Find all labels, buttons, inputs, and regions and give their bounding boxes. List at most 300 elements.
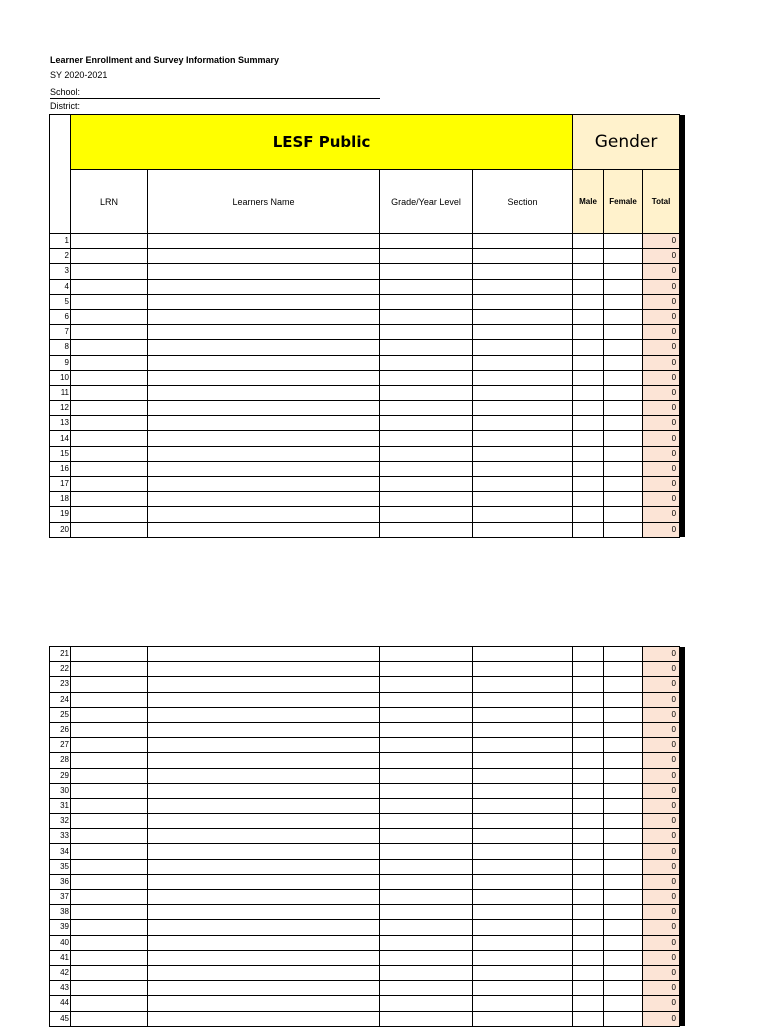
female-cell[interactable] <box>604 950 643 965</box>
name-cell[interactable] <box>148 920 380 935</box>
section-cell[interactable] <box>473 401 573 416</box>
name-cell[interactable] <box>148 647 380 662</box>
grade-cell[interactable] <box>380 249 473 264</box>
male-cell[interactable] <box>573 950 604 965</box>
row-number: 39 <box>50 920 71 935</box>
grade-cell[interactable] <box>380 264 473 279</box>
male-cell[interactable] <box>573 662 604 677</box>
lrn-cell[interactable] <box>71 492 148 507</box>
name-cell[interactable] <box>148 264 380 279</box>
female-cell[interactable] <box>604 477 643 492</box>
lrn-cell[interactable] <box>71 707 148 722</box>
grade-cell[interactable] <box>380 416 473 431</box>
name-cell[interactable] <box>148 677 380 692</box>
section-cell[interactable] <box>473 768 573 783</box>
female-cell[interactable] <box>604 738 643 753</box>
female-cell[interactable] <box>604 768 643 783</box>
female-cell[interactable] <box>604 662 643 677</box>
female-cell[interactable] <box>604 844 643 859</box>
female-cell[interactable] <box>604 264 643 279</box>
grade-cell[interactable] <box>380 859 473 874</box>
section-cell[interactable] <box>473 935 573 950</box>
name-cell[interactable] <box>148 783 380 798</box>
name-cell[interactable] <box>148 431 380 446</box>
female-cell[interactable] <box>604 370 643 385</box>
total-cell: 0 <box>643 234 680 249</box>
section-cell[interactable] <box>473 707 573 722</box>
total-cell: 0 <box>643 965 680 980</box>
name-cell[interactable] <box>148 385 380 400</box>
lrn-cell[interactable] <box>71 477 148 492</box>
section-cell[interactable] <box>473 340 573 355</box>
grade-cell[interactable] <box>380 768 473 783</box>
male-cell[interactable] <box>573 507 604 522</box>
name-cell[interactable] <box>148 401 380 416</box>
lrn-cell[interactable] <box>71 738 148 753</box>
grade-cell[interactable] <box>380 874 473 889</box>
name-cell[interactable] <box>148 753 380 768</box>
female-cell[interactable] <box>604 981 643 996</box>
district-label: District: <box>50 101 80 111</box>
section-cell[interactable] <box>473 905 573 920</box>
table-row <box>50 477 685 492</box>
female-cell[interactable] <box>604 461 643 476</box>
male-cell[interactable] <box>573 935 604 950</box>
lrn-cell[interactable] <box>71 905 148 920</box>
lrn-cell[interactable] <box>71 355 148 370</box>
male-cell[interactable] <box>573 783 604 798</box>
grade-cell[interactable] <box>380 965 473 980</box>
name-cell[interactable] <box>148 507 380 522</box>
female-cell[interactable] <box>604 507 643 522</box>
grade-cell[interactable] <box>380 340 473 355</box>
male-cell[interactable] <box>573 461 604 476</box>
section-cell[interactable] <box>473 264 573 279</box>
grade-cell[interactable] <box>380 707 473 722</box>
male-cell[interactable] <box>573 249 604 264</box>
table-row <box>50 798 685 813</box>
name-cell[interactable] <box>148 996 380 1011</box>
table-row <box>50 707 685 722</box>
male-cell[interactable] <box>573 492 604 507</box>
grade-cell[interactable] <box>380 981 473 996</box>
grade-cell[interactable] <box>380 722 473 737</box>
row-number: 32 <box>50 814 71 829</box>
male-cell[interactable] <box>573 996 604 1011</box>
section-cell[interactable] <box>473 844 573 859</box>
lrn-cell[interactable] <box>71 722 148 737</box>
lrn-cell[interactable] <box>71 950 148 965</box>
name-cell[interactable] <box>148 279 380 294</box>
female-cell[interactable] <box>604 905 643 920</box>
female-cell[interactable] <box>604 753 643 768</box>
lrn-cell[interactable] <box>71 890 148 905</box>
grade-cell[interactable] <box>380 738 473 753</box>
grade-cell[interactable] <box>380 662 473 677</box>
section-cell[interactable] <box>473 477 573 492</box>
name-cell[interactable] <box>148 798 380 813</box>
name-cell[interactable] <box>148 340 380 355</box>
name-cell[interactable] <box>148 309 380 324</box>
male-cell[interactable] <box>573 874 604 889</box>
grade-cell[interactable] <box>380 692 473 707</box>
name-cell[interactable] <box>148 662 380 677</box>
name-cell[interactable] <box>148 829 380 844</box>
male-cell[interactable] <box>573 707 604 722</box>
lrn-cell[interactable] <box>71 416 148 431</box>
male-cell[interactable] <box>573 340 604 355</box>
school-label: School: <box>50 87 81 97</box>
section-cell[interactable] <box>473 309 573 324</box>
male-cell[interactable] <box>573 370 604 385</box>
total-cell: 0 <box>643 981 680 996</box>
male-cell[interactable] <box>573 768 604 783</box>
name-cell[interactable] <box>148 722 380 737</box>
section-cell[interactable] <box>473 890 573 905</box>
female-cell[interactable] <box>604 965 643 980</box>
right-edge <box>680 294 685 309</box>
section-cell[interactable] <box>473 753 573 768</box>
section-cell[interactable] <box>473 355 573 370</box>
name-cell[interactable] <box>148 981 380 996</box>
row-number: 36 <box>50 874 71 889</box>
total-cell: 0 <box>643 920 680 935</box>
female-cell[interactable] <box>604 446 643 461</box>
male-cell[interactable] <box>573 814 604 829</box>
name-cell[interactable] <box>148 859 380 874</box>
male-cell[interactable] <box>573 798 604 813</box>
lrn-cell[interactable] <box>71 996 148 1011</box>
female-cell[interactable] <box>604 492 643 507</box>
male-cell[interactable] <box>573 829 604 844</box>
lrn-cell[interactable] <box>71 874 148 889</box>
name-cell[interactable] <box>148 461 380 476</box>
male-cell[interactable] <box>573 234 604 249</box>
male-cell[interactable] <box>573 325 604 340</box>
section-cell[interactable] <box>473 662 573 677</box>
female-cell[interactable] <box>604 920 643 935</box>
grade-cell[interactable] <box>380 294 473 309</box>
grade-cell[interactable] <box>380 996 473 1011</box>
right-edge <box>680 340 685 355</box>
grade-cell[interactable] <box>380 905 473 920</box>
male-cell[interactable] <box>573 294 604 309</box>
grade-cell[interactable] <box>380 890 473 905</box>
name-cell[interactable] <box>148 234 380 249</box>
lrn-cell[interactable] <box>71 692 148 707</box>
section-cell[interactable] <box>473 996 573 1011</box>
male-cell[interactable] <box>573 279 604 294</box>
female-cell[interactable] <box>604 309 643 324</box>
table-row <box>50 783 685 798</box>
total-cell: 0 <box>643 340 680 355</box>
right-edge <box>680 677 685 692</box>
lrn-cell[interactable] <box>71 249 148 264</box>
lrn-cell[interactable] <box>71 370 148 385</box>
female-cell[interactable] <box>604 325 643 340</box>
female-cell[interactable] <box>604 431 643 446</box>
female-cell[interactable] <box>604 798 643 813</box>
grade-cell[interactable] <box>380 844 473 859</box>
grade-cell[interactable] <box>380 507 473 522</box>
total-cell: 0 <box>643 507 680 522</box>
grade-cell[interactable] <box>380 461 473 476</box>
lrn-cell[interactable] <box>71 753 148 768</box>
total-cell: 0 <box>643 753 680 768</box>
lrn-cell[interactable] <box>71 385 148 400</box>
grade-cell[interactable] <box>380 677 473 692</box>
female-cell[interactable] <box>604 692 643 707</box>
male-cell[interactable] <box>573 309 604 324</box>
name-cell[interactable] <box>148 249 380 264</box>
name-cell[interactable] <box>148 692 380 707</box>
grade-cell[interactable] <box>380 355 473 370</box>
section-cell[interactable] <box>473 522 573 537</box>
col-female: Female <box>604 170 643 234</box>
row-number: 27 <box>50 738 71 753</box>
lrn-cell[interactable] <box>71 325 148 340</box>
section-cell[interactable] <box>473 783 573 798</box>
grade-cell[interactable] <box>380 920 473 935</box>
section-cell[interactable] <box>473 920 573 935</box>
section-cell[interactable] <box>473 249 573 264</box>
table-row <box>50 722 685 737</box>
male-cell[interactable] <box>573 965 604 980</box>
lrn-cell[interactable] <box>71 783 148 798</box>
table-row <box>50 859 685 874</box>
row-number: 44 <box>50 996 71 1011</box>
male-cell[interactable] <box>573 431 604 446</box>
name-cell[interactable] <box>148 294 380 309</box>
lrn-cell[interactable] <box>71 768 148 783</box>
section-cell[interactable] <box>473 325 573 340</box>
lrn-cell[interactable] <box>71 647 148 662</box>
male-cell[interactable] <box>573 844 604 859</box>
male-cell[interactable] <box>573 416 604 431</box>
male-cell[interactable] <box>573 920 604 935</box>
grade-cell[interactable] <box>380 950 473 965</box>
section-cell[interactable] <box>473 677 573 692</box>
grade-cell[interactable] <box>380 814 473 829</box>
section-cell[interactable] <box>473 279 573 294</box>
female-cell[interactable] <box>604 279 643 294</box>
row-number: 34 <box>50 844 71 859</box>
lrn-cell[interactable] <box>71 340 148 355</box>
name-cell[interactable] <box>148 738 380 753</box>
section-cell[interactable] <box>473 370 573 385</box>
lrn-cell[interactable] <box>71 279 148 294</box>
male-cell[interactable] <box>573 522 604 537</box>
female-cell[interactable] <box>604 722 643 737</box>
female-cell[interactable] <box>604 935 643 950</box>
section-cell[interactable] <box>473 965 573 980</box>
table-row <box>50 753 685 768</box>
male-cell[interactable] <box>573 647 604 662</box>
name-cell[interactable] <box>148 370 380 385</box>
right-edge <box>680 890 685 905</box>
grade-cell[interactable] <box>380 492 473 507</box>
grade-cell[interactable] <box>380 935 473 950</box>
name-cell[interactable] <box>148 905 380 920</box>
male-cell[interactable] <box>573 692 604 707</box>
female-cell[interactable] <box>604 647 643 662</box>
female-cell[interactable] <box>604 294 643 309</box>
lrn-cell[interactable] <box>71 446 148 461</box>
female-cell[interactable] <box>604 783 643 798</box>
section-cell[interactable] <box>473 829 573 844</box>
section-cell[interactable] <box>473 692 573 707</box>
grade-cell[interactable] <box>380 477 473 492</box>
section-cell[interactable] <box>473 722 573 737</box>
section-cell[interactable] <box>473 647 573 662</box>
grade-cell[interactable] <box>380 431 473 446</box>
right-edge <box>680 401 685 416</box>
name-cell[interactable] <box>148 707 380 722</box>
female-cell[interactable] <box>604 249 643 264</box>
section-cell[interactable] <box>473 431 573 446</box>
row-number: 37 <box>50 890 71 905</box>
name-cell[interactable] <box>148 325 380 340</box>
lrn-cell[interactable] <box>71 920 148 935</box>
section-cell[interactable] <box>473 446 573 461</box>
lrn-cell[interactable] <box>71 461 148 476</box>
total-cell: 0 <box>643 798 680 813</box>
female-cell[interactable] <box>604 996 643 1011</box>
female-cell[interactable] <box>604 355 643 370</box>
section-cell[interactable] <box>473 798 573 813</box>
lrn-cell[interactable] <box>71 401 148 416</box>
grade-cell[interactable] <box>380 522 473 537</box>
grade-cell[interactable] <box>380 385 473 400</box>
male-cell[interactable] <box>573 753 604 768</box>
male-cell[interactable] <box>573 355 604 370</box>
section-cell[interactable] <box>473 416 573 431</box>
grade-cell[interactable] <box>380 279 473 294</box>
grade-cell[interactable] <box>380 234 473 249</box>
female-cell[interactable] <box>604 829 643 844</box>
grade-cell[interactable] <box>380 753 473 768</box>
section-cell[interactable] <box>473 738 573 753</box>
name-cell[interactable] <box>148 890 380 905</box>
female-cell[interactable] <box>604 707 643 722</box>
lrn-cell[interactable] <box>71 234 148 249</box>
lrn-cell[interactable] <box>71 965 148 980</box>
section-cell[interactable] <box>473 385 573 400</box>
name-cell[interactable] <box>148 477 380 492</box>
row-number: 29 <box>50 768 71 783</box>
male-cell[interactable] <box>573 401 604 416</box>
lrn-cell[interactable] <box>71 859 148 874</box>
female-cell[interactable] <box>604 859 643 874</box>
grade-cell[interactable] <box>380 798 473 813</box>
section-cell[interactable] <box>473 814 573 829</box>
lrn-cell[interactable] <box>71 522 148 537</box>
name-cell[interactable] <box>148 416 380 431</box>
name-cell[interactable] <box>148 446 380 461</box>
male-cell[interactable] <box>573 981 604 996</box>
section-cell[interactable] <box>473 294 573 309</box>
female-cell[interactable] <box>604 677 643 692</box>
section-cell[interactable] <box>473 950 573 965</box>
grade-cell[interactable] <box>380 370 473 385</box>
female-cell[interactable] <box>604 522 643 537</box>
lrn-cell[interactable] <box>71 844 148 859</box>
female-cell[interactable] <box>604 385 643 400</box>
lrn-cell[interactable] <box>71 677 148 692</box>
lrn-cell[interactable] <box>71 935 148 950</box>
lrn-cell[interactable] <box>71 814 148 829</box>
male-cell[interactable] <box>573 859 604 874</box>
name-cell[interactable] <box>148 492 380 507</box>
name-cell[interactable] <box>148 965 380 980</box>
lrn-cell[interactable] <box>71 981 148 996</box>
female-cell[interactable] <box>604 401 643 416</box>
row-number: 18 <box>50 492 71 507</box>
section-cell[interactable] <box>473 234 573 249</box>
female-cell[interactable] <box>604 416 643 431</box>
total-cell: 0 <box>643 783 680 798</box>
male-cell[interactable] <box>573 890 604 905</box>
section-cell[interactable] <box>473 461 573 476</box>
enrollment-table-top <box>49 114 685 538</box>
grade-cell[interactable] <box>380 647 473 662</box>
lrn-cell[interactable] <box>71 829 148 844</box>
male-cell[interactable] <box>573 905 604 920</box>
lrn-cell[interactable] <box>71 798 148 813</box>
grade-cell[interactable] <box>380 829 473 844</box>
grade-cell[interactable] <box>380 783 473 798</box>
male-cell[interactable] <box>573 677 604 692</box>
name-cell[interactable] <box>148 844 380 859</box>
section-cell[interactable] <box>473 981 573 996</box>
name-cell[interactable] <box>148 950 380 965</box>
female-cell[interactable] <box>604 874 643 889</box>
male-cell[interactable] <box>573 264 604 279</box>
lrn-cell[interactable] <box>71 294 148 309</box>
lrn-cell[interactable] <box>71 309 148 324</box>
name-cell[interactable] <box>148 874 380 889</box>
lrn-cell[interactable] <box>71 662 148 677</box>
name-cell[interactable] <box>148 522 380 537</box>
name-cell[interactable] <box>148 768 380 783</box>
name-cell[interactable] <box>148 355 380 370</box>
male-cell[interactable] <box>573 385 604 400</box>
grade-cell[interactable] <box>380 446 473 461</box>
female-cell[interactable] <box>604 814 643 829</box>
section-cell[interactable] <box>473 507 573 522</box>
female-cell[interactable] <box>604 340 643 355</box>
male-cell[interactable] <box>573 738 604 753</box>
grade-cell[interactable] <box>380 325 473 340</box>
female-cell[interactable] <box>604 890 643 905</box>
male-cell[interactable] <box>573 477 604 492</box>
lrn-cell[interactable] <box>71 264 148 279</box>
male-cell[interactable] <box>573 722 604 737</box>
section-cell[interactable] <box>473 874 573 889</box>
row-number: 17 <box>50 477 71 492</box>
name-cell[interactable] <box>148 814 380 829</box>
lrn-cell[interactable] <box>71 507 148 522</box>
male-cell[interactable] <box>573 446 604 461</box>
section-cell[interactable] <box>473 492 573 507</box>
lrn-cell[interactable] <box>71 431 148 446</box>
grade-cell[interactable] <box>380 309 473 324</box>
female-cell[interactable] <box>604 234 643 249</box>
total-cell: 0 <box>643 890 680 905</box>
name-cell[interactable] <box>148 935 380 950</box>
grade-cell[interactable] <box>380 401 473 416</box>
section-cell[interactable] <box>473 859 573 874</box>
